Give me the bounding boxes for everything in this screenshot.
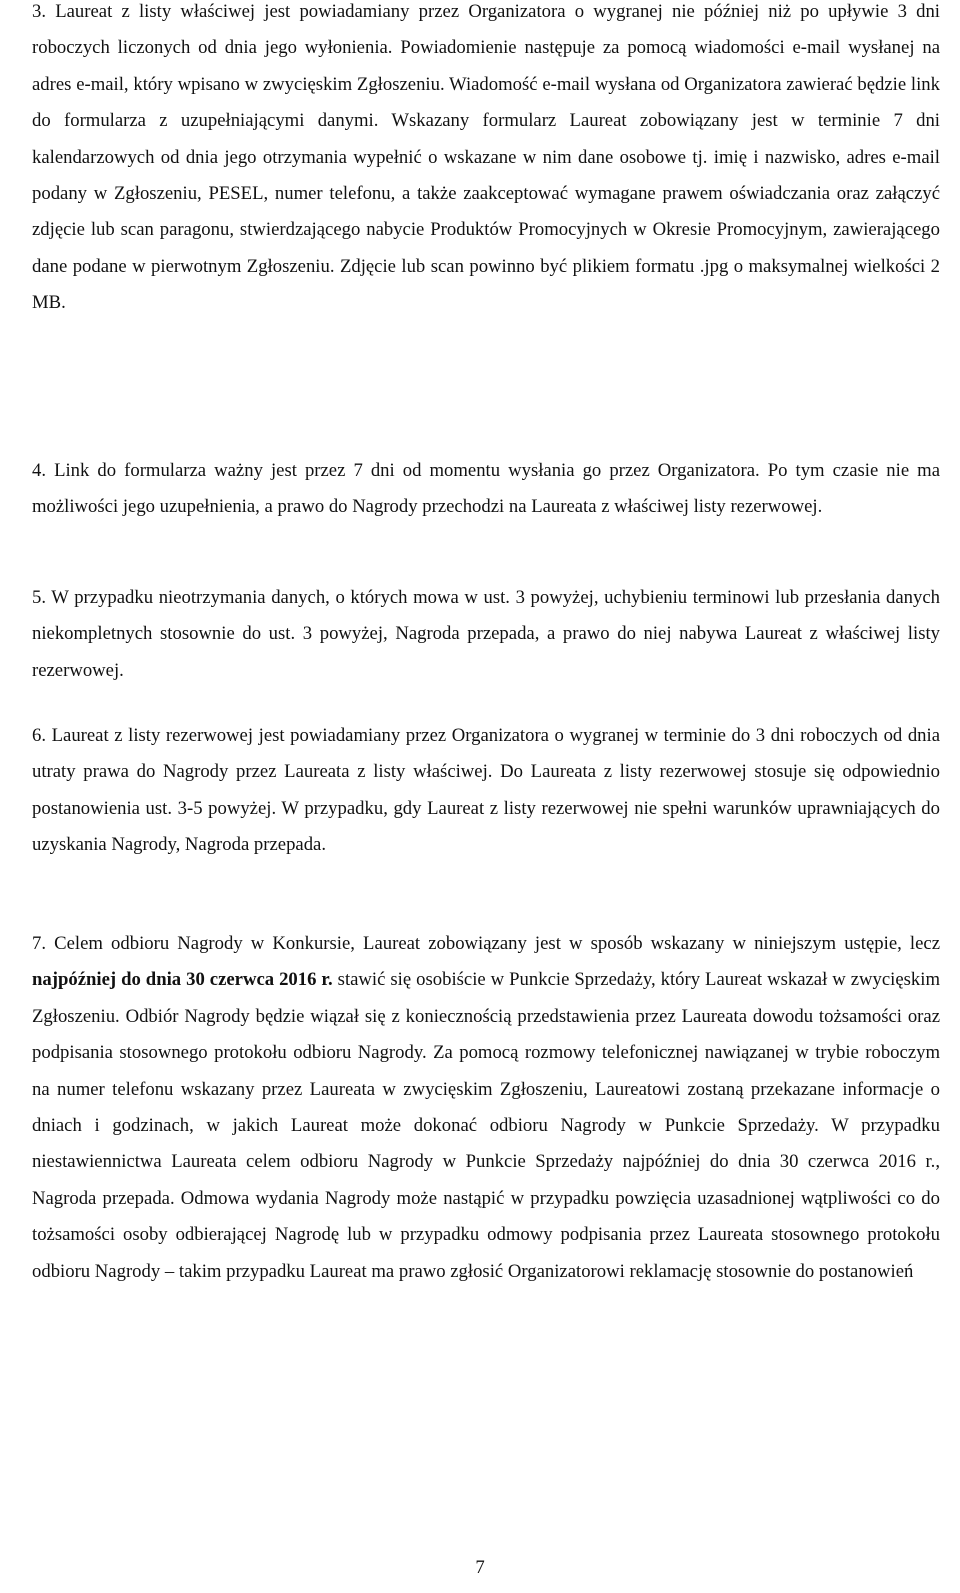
paragraph-number: 3. bbox=[32, 1, 47, 22]
paragraph-text: Laureat z listy rezerwowej jest powiadamiany przez Organizatora o wygranej w terminie do 3 dni roboczych od dnia utraty prawa do Nagrody przez Laureata z listy właściwej. Do Laureata z listy rezerwowej stosuje się odpowiednio postanowienia ust. 3-5 powyżej. W przypadku, gdy Laureat z listy rezerwowej nie spełni warunków uprawniających do uzyskania Nagrody, Nagroda przepada. bbox=[32, 725, 941, 856]
page-number: 7 bbox=[475, 1557, 485, 1578]
paragraph-number: 6. bbox=[32, 725, 47, 746]
paragraph-6 bbox=[32, 718, 940, 864]
paragraph-number: 5. bbox=[32, 587, 47, 608]
paragraph-4 bbox=[32, 453, 940, 526]
paragraph-text: Laureat z listy właściwej jest powiadamiany przez Organizatora o wygranej nie później niż po upływie 3 dni roboczych liczonych od dnia jego wyłonienia. Powiadomienie następuje za pomocą wiadomości e-mail wysłanej na adres e-mail, który wpisano w zwycięskim Zgłoszeniu. Wiadomość e-mail wysłana od Organizatora zawierać będzie link do formularza z uzupełniającymi danymi. Wskazany formularz Laureat zobowiązany jest w terminie 7 dni kalendarzowych od dnia jego otrzymania wypełnić o wskazane w nim dane osobowe tj. imię i nazwisko, adres e-mail podany w Zgłoszeniu, PESEL, numer telefonu, a także zaakceptować wymagane prawem oświadczania oraz załączyć zdjęcie lub scan paragonu, stwierdzającego nabycie Produktów Promocyjnych w Okresie Promocyjnym, zawierającego dane podane w pierwotnym Zgłoszeniu. Zdjęcie lub scan powinno być plikiem formatu .jpg o maksymalnej wielkości 2 MB. bbox=[32, 1, 940, 314]
paragraph-text-continued: stawić się osobiście w Punkcie Sprzedaży, który Laureat wskazał w zwycięskim Zgłoszeniu. Odbiór Nagrody będzie wiązał się z koniecznością przedstawienia przez Laureata dowodu tożsamości oraz podpisania stosownego protokołu odbioru Nagrody. Za pomocą rozmowy telefonicznej nawiązanej w trybie roboczym na numer telefonu wskazany przez Laureata w zwycięskim Zgłoszeniu, Laureatowi zostaną przekazane informacje o dniach i godzinach, w jakich Laureat może dokonać odbioru Nagrody w Punkcie Sprzedaży. W przypadku niestawiennictwa Laureata celem odbioru Nagrody w Punkcie Sprzedaży najpóźniej do dnia 30 czerwca 2016 r., Nagroda przepada. Odmowa wydania Nagrody może nastąpić w przypadku powzięcia uzasadnionej wątpliwości co do tożsamości osoby odbierającej Nagrodę lub w przypadku odmowy podpisania przez Laureata stosownego protokołu odbioru Nagrody – takim przypadku Laureat ma prawo zgłosić Organizatorowi reklamację stosownie do postanowień bbox=[32, 969, 940, 1282]
paragraph-7 bbox=[32, 926, 940, 1290]
paragraph-number: 4. bbox=[32, 460, 47, 481]
paragraph-text: Link do formularza ważny jest przez 7 dni od momentu wysłania go przez Organizatora. Po tym czasie nie ma możliwości jego uzupełnienia, a prawo do Nagrody przechodzi na Laureata z właściwej listy rezerwowej. bbox=[32, 460, 940, 518]
paragraph-text: Celem odbioru Nagrody w Konkursie, Laureat zobowiązany jest w sposób wskazany w niniejszym ustępie, lecz bbox=[54, 933, 940, 954]
paragraph-5 bbox=[32, 580, 940, 689]
deadline-emphasis: najpóźniej do dnia 30 czerwca 2016 r. bbox=[32, 969, 333, 991]
paragraph-text: W przypadku nieotrzymania danych, o których mowa w ust. 3 powyżej, uchybieniu terminowi lub przesłania danych niekompletnych stosownie do ust. 3 powyżej, Nagroda przepada, a prawo do niej nabywa Laureat z właściwej listy rezerwowej. bbox=[32, 587, 940, 681]
paragraph-3 bbox=[32, 0, 940, 322]
paragraph-number: 7. bbox=[32, 933, 47, 954]
